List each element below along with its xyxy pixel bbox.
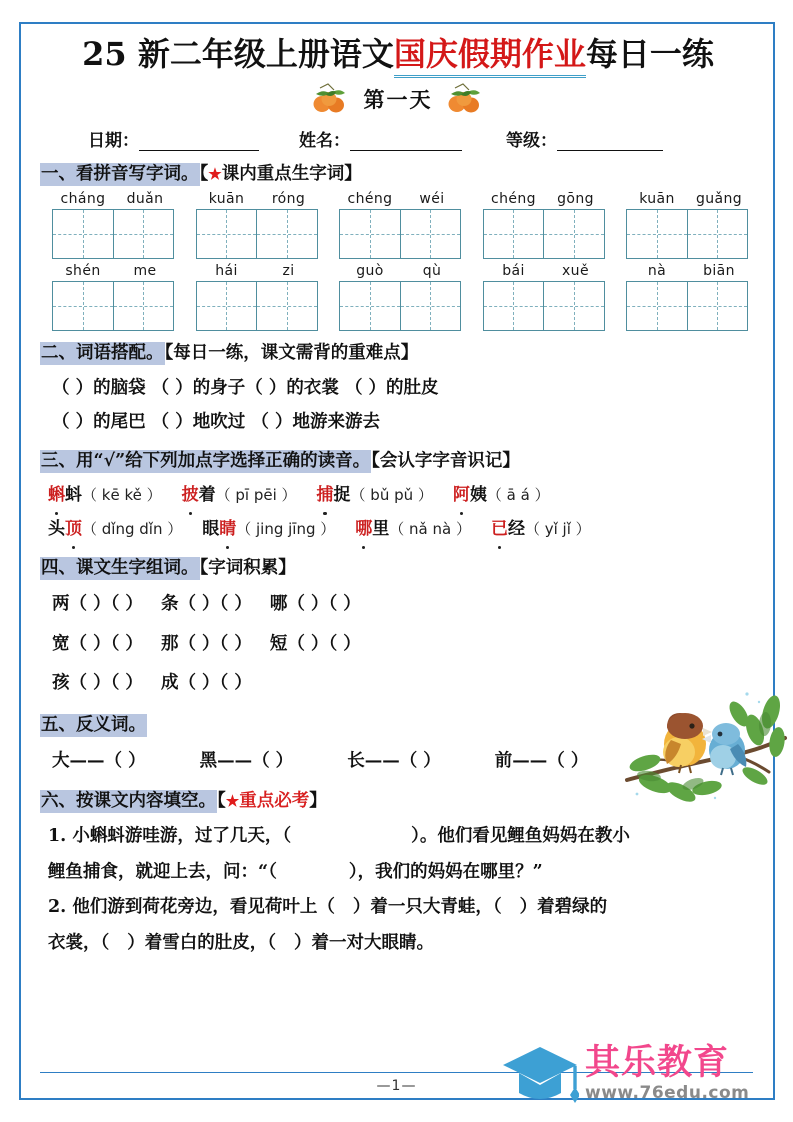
persimmon-icon-left: [308, 82, 354, 116]
pinyin-syllable: wéi: [419, 191, 445, 208]
section-1-number: 一、: [41, 164, 76, 184]
pinyin-choice-item[interactable]: [355, 512, 471, 546]
tianzige-box[interactable]: [483, 281, 605, 331]
blank-paren[interactable]: （ ）: [178, 594, 220, 615]
word-char: 条: [160, 594, 179, 615]
pinyin-choice-item[interactable]: [202, 512, 335, 546]
logo-text-block: [585, 1042, 750, 1104]
tianzige-cell[interactable]: [627, 282, 687, 330]
section-6-note: 重点必考: [239, 791, 310, 812]
pinyin-syllable: cháng: [60, 191, 106, 208]
blank-paren[interactable]: （ ）: [219, 673, 252, 693]
pinyin-syllable: chéng: [347, 191, 393, 208]
tianzige-cell[interactable]: [484, 210, 544, 258]
section-6-number: 六、: [41, 791, 76, 812]
section-6-title: 按课文内容填空。: [76, 791, 216, 812]
tianzige-cell[interactable]: [113, 282, 174, 330]
blank-paren[interactable]: （ ）: [219, 633, 252, 654]
blank-paren[interactable]: （ ）: [110, 594, 143, 615]
section-3-note: 【会认字字音识记】: [371, 450, 520, 471]
section-1-title: 看拼音写字词。: [76, 164, 199, 184]
collocation-line-1[interactable]: （ ）的脑袋 （ ）的身子（ ）的衣裳 （ ）的肚皮: [52, 377, 439, 398]
question-text: ），我们的妈妈在哪里？”: [348, 861, 543, 882]
pinyin-syllable: róng: [271, 191, 306, 208]
pinyin-choice-item[interactable]: [453, 478, 550, 512]
pinyin-syllable: gōng: [557, 191, 594, 208]
pinyin-choice-item[interactable]: [48, 478, 162, 512]
tianzige-cell[interactable]: [687, 282, 748, 330]
pinyin-options[interactable]: （ nǎ nà ）: [389, 520, 471, 538]
pinyin-syllable: guò: [356, 263, 384, 280]
bracket-close: 】: [344, 164, 362, 184]
tianzige-box[interactable]: [196, 209, 318, 259]
fill-question-2-line-2[interactable]: [40, 926, 756, 962]
blank-paren[interactable]: （ ）: [178, 673, 220, 693]
tianzige-cell[interactable]: [543, 282, 604, 330]
pinyin-label: [52, 191, 176, 207]
word-char: 那: [160, 633, 179, 654]
word-char: 哪: [269, 594, 288, 615]
antonym-blank[interactable]: （ ）: [547, 750, 589, 771]
word-char: 着: [198, 485, 216, 505]
question-text: ）着雪白的肚皮，（: [127, 933, 276, 954]
antonym-pair[interactable]: [347, 751, 441, 771]
antonym-pair[interactable]: [52, 751, 146, 771]
blank-paren[interactable]: （ ）: [219, 594, 252, 615]
blank-paren[interactable]: （ ）: [178, 633, 220, 654]
day-banner: [40, 80, 756, 118]
blank-paren[interactable]: （ ）: [110, 633, 143, 654]
blank-paren[interactable]: （ ）: [328, 633, 361, 654]
pinyin-options[interactable]: （ kē kě ）: [82, 486, 162, 504]
question-text: 2. 他们游到荷花旁边，看见荷叶上（: [48, 897, 335, 918]
pinyin-options[interactable]: （ yǐ jǐ ）: [524, 520, 591, 538]
pinyin-syllable: bái: [502, 263, 525, 280]
blank-paren[interactable]: （ ）: [328, 594, 361, 615]
pinyin-grid-group: [52, 191, 176, 259]
tianzige-box[interactable]: [196, 281, 318, 331]
star-icon: ★: [225, 792, 240, 811]
grade-field[interactable]: [506, 126, 663, 151]
pinyin-syllable: biān: [703, 263, 735, 280]
name-label: 姓名：: [299, 131, 350, 151]
question-text: ）着一只大青蛙，（: [352, 897, 502, 918]
fill-question-1-line-2[interactable]: [40, 855, 756, 891]
dotted-char: 捕: [317, 478, 334, 512]
section-1-heading: [40, 161, 756, 187]
pinyin-grid-group: [483, 263, 607, 331]
antonym-word: 黑: [199, 750, 218, 771]
blank-paren[interactable]: （ ）: [69, 594, 111, 615]
tianzige-cell[interactable]: [400, 210, 461, 258]
antonym-word: 长: [347, 750, 365, 771]
tianzige-cell[interactable]: [256, 210, 317, 258]
pinyin-syllable: hái: [215, 263, 238, 280]
pinyin-syllable: chéng: [491, 191, 536, 208]
word-char: 姨: [469, 485, 487, 505]
pinyin-choice-item[interactable]: [182, 478, 297, 512]
pinyin-syllable: zi: [282, 263, 295, 280]
student-info-line: [40, 126, 756, 151]
word-char: 经: [507, 519, 525, 539]
pinyin-label: [483, 263, 607, 279]
tianzige-cell[interactable]: [627, 210, 687, 258]
graduation-cap-icon: [501, 1041, 579, 1107]
bracket-open: 【: [217, 791, 226, 812]
dotted-char: 哪: [355, 512, 372, 546]
dotted-char: 已: [491, 512, 508, 546]
section-3-heading: [40, 448, 756, 474]
pinyin-grid-group: [339, 191, 463, 259]
pinyin-choice-item[interactable]: [48, 512, 182, 546]
date-label: 日期：: [88, 131, 139, 151]
pinyin-label: [483, 191, 607, 207]
worksheet-content: [40, 34, 756, 962]
antonym-word: 大: [52, 750, 70, 771]
title-prefix: 25 新二年级上册语文: [82, 35, 394, 73]
pinyin-label: [626, 263, 750, 279]
antonym-blank[interactable]: （ ）: [252, 750, 294, 771]
pinyin-choice-item[interactable]: [317, 478, 433, 512]
section-2-number: 二、: [41, 343, 76, 364]
dotted-char: 披: [182, 478, 199, 512]
tianzige-cell[interactable]: [484, 282, 544, 330]
blank-paren[interactable]: （ ）: [69, 633, 111, 654]
page-title: [40, 34, 756, 78]
pinyin-syllable: nà: [647, 263, 667, 280]
antonym-pair[interactable]: [200, 751, 294, 771]
blank-paren[interactable]: （ ）: [287, 633, 329, 654]
antonym-dash: ——: [69, 750, 105, 771]
section-2-heading: [40, 340, 756, 366]
pinyin-label: [339, 191, 463, 207]
antonym-dash: ——: [364, 750, 400, 771]
word-char: 里: [372, 519, 390, 539]
blank-paren[interactable]: （ ）: [287, 594, 329, 615]
tianzige-box[interactable]: [339, 281, 461, 331]
page-number: —1—: [376, 1078, 417, 1094]
word-build-row-2[interactable]: [40, 625, 756, 664]
question-text: 鲤鱼捕食，就迎上去，问：“（: [48, 861, 277, 882]
pinyin-label: [196, 263, 320, 279]
tianzige-cell[interactable]: [400, 282, 461, 330]
word-char: 头: [48, 519, 65, 539]
question-text: ）着碧绿的: [519, 897, 608, 918]
section-4-title: 课文生字组词。: [76, 558, 199, 578]
star-icon: ★: [208, 165, 222, 183]
tianzige-cell[interactable]: [197, 210, 257, 258]
question-text: ）着一对大眼睛。: [294, 933, 434, 954]
name-blank[interactable]: [350, 135, 462, 151]
blank-paren[interactable]: （ ）: [110, 673, 143, 693]
pinyin-syllable: shén: [65, 263, 101, 280]
pinyin-syllable: xuě: [562, 263, 589, 280]
word-char: 短: [269, 633, 288, 654]
title-suffix: 每日一练: [585, 35, 714, 73]
collocation-line-2[interactable]: （ ）的尾巴 （ ）地吹过 （ ）地游来游去: [52, 411, 380, 432]
pinyin-choice-row-1: [40, 478, 756, 512]
pinyin-grid-group: [196, 263, 320, 331]
name-field[interactable]: [299, 126, 462, 151]
question-text: 1. 小蝌蚪游哇游，过了几天，（: [48, 825, 292, 846]
tianzige-box[interactable]: [52, 281, 174, 331]
pinyin-label: [339, 263, 463, 279]
date-blank[interactable]: [139, 135, 259, 151]
pinyin-label: [52, 263, 176, 279]
section-3-number: 三、: [41, 450, 76, 471]
section-4-number: 四、: [41, 558, 76, 578]
logo-url: www.76edu.com: [585, 1083, 750, 1104]
dotted-char: 睛: [219, 512, 236, 546]
pinyin-grid-group: [483, 191, 607, 259]
antonym-dash: ——: [512, 750, 548, 771]
section-5-number: 五、: [41, 715, 76, 736]
tianzige-box[interactable]: [483, 209, 605, 259]
pinyin-grid-group: [339, 263, 463, 331]
pinyin-grid-group: [196, 191, 320, 259]
fill-question-2-line-1[interactable]: [40, 890, 756, 926]
pinyin-grid-group: [52, 263, 176, 331]
tianzige-cell[interactable]: [543, 210, 604, 258]
pinyin-options[interactable]: （ ā á ）: [486, 486, 550, 504]
pinyin-grid-row-2: [40, 263, 756, 331]
tianzige-box[interactable]: [626, 209, 748, 259]
section-5-title: 反义词。: [76, 715, 146, 736]
antonym-pair[interactable]: [495, 751, 589, 771]
pinyin-syllable: qù: [422, 263, 442, 280]
bracket-open: 【: [199, 164, 209, 184]
tianzige-cell[interactable]: [340, 210, 400, 258]
section-1-note: 课内重点生字词: [221, 164, 345, 184]
logo-name: 其乐教育: [585, 1042, 730, 1083]
pinyin-syllable: duǎn: [126, 191, 164, 208]
section-4-heading: [40, 555, 756, 581]
pinyin-options[interactable]: （ bǔ pǔ ）: [350, 486, 433, 504]
tianzige-cell[interactable]: [53, 210, 113, 258]
word-char: 宽: [52, 633, 70, 654]
word-char: 蚪: [65, 485, 82, 505]
pinyin-options[interactable]: （ jing jīng ）: [236, 520, 336, 538]
antonym-blank[interactable]: （ ）: [399, 750, 441, 771]
day-label: 第一天: [363, 87, 433, 112]
date-field[interactable]: [88, 126, 259, 151]
section-4-note: 【字词积累】: [199, 558, 296, 578]
pinyin-choice-item[interactable]: [491, 512, 591, 546]
word-char: 成: [160, 673, 179, 693]
persimmon-icon-right: [443, 82, 489, 116]
tianzige-box[interactable]: [626, 281, 748, 331]
bracket-close: 】: [309, 791, 327, 812]
tianzige-box[interactable]: [339, 209, 461, 259]
pinyin-syllable: guǎng: [695, 191, 743, 208]
dotted-char: 蝌: [48, 478, 65, 512]
pinyin-choice-row-2: [40, 512, 756, 546]
antonym-word: 前: [494, 750, 513, 771]
pinyin-syllable: kuān: [639, 191, 675, 208]
word-char: 眼: [202, 519, 220, 539]
section-2-note: 【每日一练，课文需背的重难点】: [164, 343, 419, 364]
word-char: 两: [52, 594, 70, 615]
word-build-row-1[interactable]: [40, 585, 756, 624]
pinyin-syllable: kuān: [208, 191, 245, 208]
question-text: ）。他们看见鲤鱼妈妈在教小: [411, 825, 630, 846]
pinyin-grid-row-1: [40, 191, 756, 259]
question-text: 衣裳，（: [48, 933, 110, 954]
pinyin-grid-group: [626, 191, 750, 259]
section-2-title: 词语搭配。: [76, 343, 164, 364]
site-logo: [501, 1032, 771, 1116]
antonym-dash: ——: [217, 750, 253, 771]
fill-question-1-line-1[interactable]: [40, 819, 756, 855]
grade-blank[interactable]: [557, 135, 663, 151]
grade-label: 等级：: [506, 131, 557, 151]
pinyin-options[interactable]: （ pī pēi ）: [215, 486, 297, 504]
tianzige-cell[interactable]: [687, 210, 748, 258]
tianzige-box[interactable]: [52, 209, 174, 259]
pinyin-syllable: me: [133, 263, 157, 280]
dotted-char: 阿: [453, 478, 470, 512]
pinyin-grid-group: [626, 263, 750, 331]
dotted-char: 顶: [65, 512, 82, 546]
tianzige-cell[interactable]: [53, 282, 113, 330]
pinyin-options[interactable]: （ dǐng dǐn ）: [82, 520, 183, 538]
word-char: 孩: [52, 673, 70, 693]
tianzige-cell[interactable]: [197, 282, 257, 330]
word-build-row-3[interactable]: [40, 664, 756, 703]
antonym-blank[interactable]: （ ）: [104, 750, 146, 771]
blank-paren[interactable]: （ ）: [69, 673, 111, 693]
title-highlight: 国庆假期作业: [394, 34, 586, 78]
tianzige-cell[interactable]: [340, 282, 400, 330]
tianzige-cell[interactable]: [256, 282, 317, 330]
tianzige-cell[interactable]: [113, 210, 174, 258]
word-char: 捉: [333, 485, 351, 505]
pinyin-label: [626, 191, 750, 207]
pinyin-label: [196, 191, 320, 207]
section-3-title: 用“√”给下列加点字选择正确的读音。: [76, 450, 371, 471]
